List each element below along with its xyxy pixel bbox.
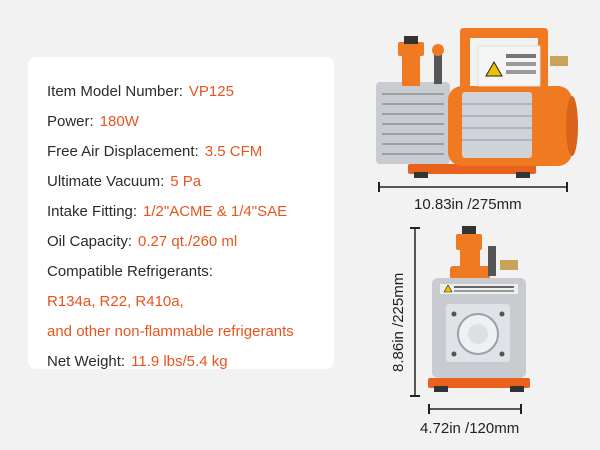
spec-air-displacement [47,142,262,162]
spec-intake-fitting-label: Intake Fitting: [47,203,138,220]
spec-model-label: Item Model Number: [47,83,183,100]
spec-power-label: Power: [47,113,94,130]
height-dimension-label: 8.86in /225mm [390,272,407,372]
pump-front-view-image [424,222,534,394]
height-dimension-line [410,226,420,398]
spec-oil-capacity [47,232,237,252]
spec-ultimate-vacuum-value: 5 Pa [170,173,202,190]
width-dimension-label: 10.83in /275mm [414,196,522,213]
spec-air-displacement-value: 3.5 CFM [204,143,263,160]
spec-card [28,57,334,369]
spec-oil-capacity-label: Oil Capacity: [47,233,133,250]
spec-refrigerants-value-2: and other non-flammable refrigerants [47,323,294,340]
spec-net-weight [47,352,228,372]
pump-side-view-image [368,28,584,180]
width-dimension-line [377,182,569,192]
spec-power-value: 180W [99,113,139,130]
depth-dimension-line [427,404,523,414]
spec-model [47,82,234,102]
spec-ultimate-vacuum [47,172,201,192]
spec-refrigerants-label: Compatible Refrigerants: [47,263,213,280]
spec-intake-fitting [47,202,287,222]
spec-net-weight-value: 11.9 lbs/5.4 kg [131,353,228,370]
spec-air-displacement-label: Free Air Displacement: [47,143,199,160]
spec-refrigerants-value-1: R134a, R22, R410a, [47,293,184,310]
spec-model-value: VP125 [188,83,234,100]
depth-dimension-label: 4.72in /120mm [420,420,520,437]
spec-net-weight-label: Net Weight: [47,353,126,370]
spec-power [47,112,139,132]
spec-oil-capacity-value: 0.27 qt./260 ml [138,233,238,250]
spec-refrigerants [47,262,213,282]
spec-intake-fitting-value: 1/2"ACME & 1/4"SAE [143,203,288,220]
spec-ultimate-vacuum-label: Ultimate Vacuum: [47,173,165,190]
